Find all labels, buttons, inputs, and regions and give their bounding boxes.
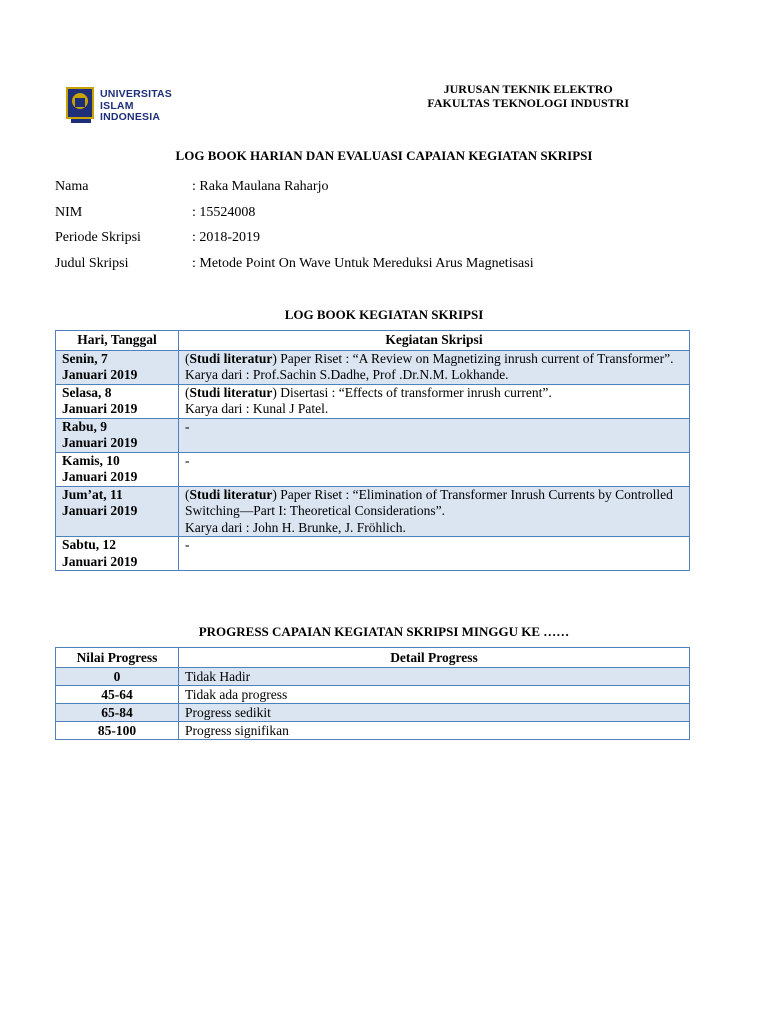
day-cell — [56, 452, 179, 486]
activity-cell: - — [179, 537, 690, 571]
day-label: Selasa, 8 — [62, 384, 112, 400]
log-table — [55, 330, 690, 571]
date-label: Januari 2019 — [62, 503, 138, 518]
activity-text: ) Paper Riset : “Elimination of Transformer Inrush Currents by Controlled Switching—Part I: Theoretical Considerations”. — [185, 486, 673, 518]
table-row — [56, 350, 690, 384]
progress-detail: Progress sedikit — [179, 704, 690, 722]
info-label: Periode Skripsi — [55, 230, 141, 245]
date-label: Januari 2019 — [62, 401, 138, 416]
info-row-period — [55, 230, 695, 256]
info-label: Judul Skripsi — [55, 255, 129, 271]
day-label: Sabtu, 12 — [62, 537, 117, 552]
table-header-row — [56, 331, 690, 351]
activity-cell: (Studi literatur) Paper Riset : “A Review on Magnetizing inrush current of Transformer”. Karya dari : Prof.Sachin S.Dadhe, Prof .Dr.N.M. Lokhande. — [179, 350, 690, 384]
info-row-nim — [55, 205, 695, 231]
info-value: : 2018-2019 — [192, 230, 261, 245]
column-header-detail: Detail Progress — [179, 648, 690, 668]
progress-section-title: PROGRESS CAPAIAN KEGIATAN SKRIPSI MINGGU KE …… — [198, 624, 570, 639]
date-label: Januari 2019 — [62, 469, 138, 484]
table-row — [56, 686, 690, 704]
logo-line: INDONESIA — [100, 111, 161, 123]
table-row — [56, 418, 690, 452]
info-row-name — [55, 179, 695, 205]
activity-text: ) Disertasi : “Effects of transformer inrush current”. — [272, 384, 552, 400]
activity-tag: Studi literatur — [189, 350, 273, 366]
info-label: NIM — [55, 204, 83, 220]
info-value: : Metode Point On Wave Untuk Mereduksi Arus Magnetisasi — [192, 255, 534, 271]
logo-wordmark — [100, 89, 172, 124]
info-row-title — [55, 256, 695, 282]
department-name: JURUSAN TEKNIK ELEKTRO — [443, 82, 613, 96]
table-row — [56, 537, 690, 571]
progress-value: 0 — [56, 668, 179, 686]
activity-cell: - — [179, 418, 690, 452]
column-header-day: Hari, Tanggal — [56, 331, 179, 351]
day-cell — [56, 486, 179, 537]
progress-detail: Progress signifikan — [179, 722, 690, 740]
day-label: Rabu, 9 — [62, 418, 108, 434]
day-cell — [56, 418, 179, 452]
table-row — [56, 452, 690, 486]
activity-cell: (Studi literatur) Paper Riset : “Elimination of Transformer Inrush Currents by Controlled Switching—Part I: Theoretical Considerations”. Karya dari : John H. Brunke, J. Fröhlich. — [179, 486, 690, 537]
author-text: Karya dari : John H. Brunke, J. Fröhlich. — [185, 519, 406, 535]
table-row — [56, 668, 690, 686]
student-info — [55, 179, 695, 281]
date-label: Januari 2019 — [62, 367, 138, 382]
table-header-row — [56, 648, 690, 668]
day-cell — [56, 384, 179, 418]
university-emblem-icon — [66, 87, 96, 125]
progress-table — [55, 647, 690, 740]
author-text: Karya dari : Prof.Sachin S.Dadhe, Prof .Dr.N.M. Lokhande. — [185, 367, 509, 382]
activity-cell: - — [179, 452, 690, 486]
date-label: Januari 2019 — [62, 553, 138, 569]
day-label: Kamis, 10 — [62, 452, 120, 468]
column-header-activity: Kegiatan Skripsi — [179, 331, 690, 351]
university-logo — [66, 87, 178, 127]
activity-text: ) Paper Riset : “A Review on Magnetizing inrush current of Transformer”. — [272, 350, 674, 366]
progress-detail: Tidak Hadir — [179, 668, 690, 686]
column-header-value: Nilai Progress — [56, 648, 179, 668]
logo-line: UNIVERSITAS — [100, 88, 173, 100]
logo-line: ISLAM — [100, 99, 134, 112]
author-text: Karya dari : Kunal J Patel. — [185, 401, 329, 416]
info-value: : Raka Maulana Raharjo — [192, 179, 329, 194]
day-label: Jum’at, 11 — [62, 486, 123, 502]
day-label: Senin, 7 — [62, 350, 108, 366]
info-value: : 15524008 — [192, 204, 256, 220]
activity-cell: (Studi literatur) Disertasi : “Effects of transformer inrush current”. Karya dari : Kunal J Patel. — [179, 384, 690, 418]
log-section-title: LOG BOOK KEGIATAN SKRIPSI — [284, 307, 484, 322]
activity-tag: Studi literatur — [189, 384, 273, 400]
faculty-header — [427, 82, 629, 110]
document-title: LOG BOOK HARIAN DAN EVALUASI CAPAIAN KEGIATAN SKRIPSI — [175, 148, 593, 163]
progress-value: 45-64 — [56, 686, 179, 704]
table-row — [56, 704, 690, 722]
day-cell — [56, 350, 179, 384]
activity-tag: Studi literatur — [189, 486, 273, 502]
progress-value: 65-84 — [56, 704, 179, 722]
table-row — [56, 384, 690, 418]
info-label: Nama — [55, 179, 89, 194]
progress-value: 85-100 — [56, 722, 179, 740]
date-label: Januari 2019 — [62, 435, 138, 450]
progress-detail: Tidak ada progress — [179, 686, 690, 704]
day-cell — [56, 537, 179, 571]
table-row — [56, 722, 690, 740]
table-row — [56, 486, 690, 537]
faculty-name: FAKULTAS TEKNOLOGI INDUSTRI — [427, 96, 629, 110]
